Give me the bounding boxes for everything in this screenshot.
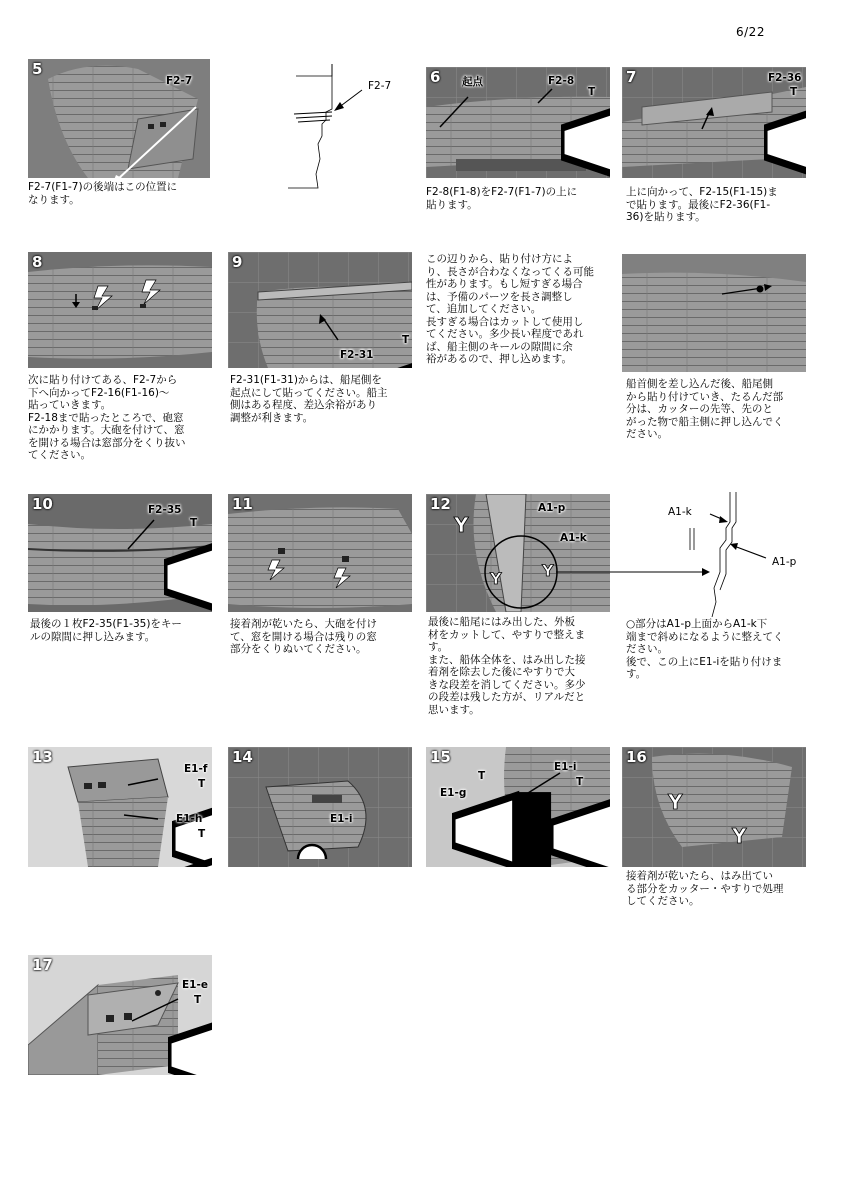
step-7-caption: 上に向かって、F2-15(F1-15)ま で貼ります。最後にF2-36(F1- 36)を貼ります。 — [626, 186, 778, 223]
step-number: 7 — [626, 68, 637, 86]
svg-text:Y: Y — [668, 790, 683, 814]
step-11-caption: 接着剤が乾いたら、大砲を付け て、窓を開ける場合は残りの窓 部分をくりぬいてください。 — [230, 618, 377, 655]
glue-icon — [550, 777, 610, 867]
glue-type-label: T — [198, 778, 206, 790]
part-label-e1-f: E1-f — [184, 763, 208, 775]
step-5-caption: F2-7(F1-7)の後端はこの位置に なります。 — [28, 181, 178, 206]
step-12-caption: 最後に船尾にはみ出した、外板 材をカットして、やすりで整えま す。 また、船体全体を、はみ出した接 着剤を除去した後にやすりで大 きな段差を消してください。多少 の段差は残した方が、リアルだと 思います。 — [428, 616, 586, 716]
planking-note: この辺りから、貼り付け方によ り、長さが合わなくなってくる可能 性があります。もし短すぎる場合 は、予備のパーツを長さ調整し て、追加してください。 長すぎる場合はカットして使用し てください。多少長い程度であれ ば、船主側のキールの隙間に余 裕があるので、押し込めます。 — [426, 253, 594, 365]
svg-text:Y: Y — [490, 569, 502, 588]
step-9b-caption: 船首側を差し込んだ後、船尾側 から貼り付けていき、たるんだ部 分は、カッターの先等、先のと がった物で船主側に押し込んでく ださい。 — [626, 378, 784, 440]
step-10-caption: 最後の１枚F2-35(F1-35)をキー ルの隙間に押し込みます。 — [30, 618, 182, 643]
step-number: 17 — [32, 956, 53, 974]
step-13-photo — [28, 747, 212, 867]
glue-icon — [764, 87, 806, 178]
part-label-e1-i: E1-i — [330, 813, 353, 825]
step-15-photo — [426, 747, 610, 867]
step-number: 12 — [430, 495, 451, 513]
glue-type-label: T — [190, 517, 198, 529]
part-label-e1-g: E1-g — [440, 787, 467, 799]
step-5-photo — [28, 59, 210, 178]
part-label-f2-7: F2-7 — [166, 75, 193, 87]
part-label-f2-35: F2-35 — [148, 504, 182, 516]
step-number: 10 — [32, 495, 53, 513]
part-label-e1-i: E1-i — [554, 761, 577, 773]
step-number: 13 — [32, 748, 53, 766]
glue-icon — [561, 87, 610, 178]
step-12-diagram-caption: ○部分はA1-p上面からA1-k下 端まで斜めになるように整えてく ださい。 後で、この上にE1-iを貼り付けま す。 — [626, 618, 784, 680]
step-16-caption: 接着剤が乾いたら、はみ出てい る部分をカッター・やすりで処理 してください。 — [626, 870, 784, 907]
step-14-photo — [228, 747, 412, 867]
part-label-a1-p: A1-p — [772, 556, 797, 568]
svg-text:Y: Y — [454, 513, 469, 537]
part-label-f2-8: F2-8 — [548, 75, 575, 87]
part-label-f2-7: F2-7 — [368, 80, 392, 92]
step-9-photo — [228, 252, 412, 368]
glue-type-label: T — [402, 334, 410, 346]
step-7-photo — [622, 67, 806, 178]
step-6-caption: F2-8(F1-8)をF2-7(F1-7)の上に 貼ります。 — [426, 186, 578, 211]
part-label-f2-36: F2-36 — [768, 72, 802, 84]
step-5-diagram — [280, 64, 410, 192]
step-11-photo — [228, 494, 412, 612]
glue-type-label: T — [198, 828, 206, 840]
step-9-caption: F2-31(F1-31)からは、船尾側を 起点にして貼ってください。船主 側はある程度、差込余裕があり 調整が利きます。 — [230, 374, 388, 424]
part-label-a1-k: A1-k — [668, 506, 692, 518]
step-16-photo — [622, 747, 806, 867]
step-8-photo — [28, 252, 212, 368]
step-10-photo — [28, 494, 212, 612]
step-8-caption: 次に貼り付けてある、F2-7から 下へ向かってF2-16(F1-16)～ 貼っていきます。 F2-18まで貼ったところで、砲窓 にかかります。大砲を付けて、窓 を開ける場合は窓部分をくり抜い てください。 — [28, 374, 186, 461]
part-label-e1-h: E1-h — [176, 813, 203, 825]
step-number: 9 — [232, 253, 243, 271]
step-number: 16 — [626, 748, 647, 766]
svg-text:Y: Y — [542, 561, 554, 580]
glue-type-label: T — [576, 776, 584, 788]
step-12-photo — [426, 494, 610, 612]
step-number: 15 — [430, 748, 451, 766]
step-12-diagram — [610, 492, 820, 617]
step-number: 14 — [232, 748, 253, 766]
step-number: 6 — [430, 68, 441, 86]
part-label-f2-31: F2-31 — [340, 349, 374, 361]
step-number: 8 — [32, 253, 43, 271]
part-label-a1-p: A1-p — [538, 502, 566, 514]
glue-type-label: T — [790, 86, 798, 98]
svg-text:Y: Y — [732, 824, 747, 848]
part-label-a1-k: A1-k — [560, 532, 587, 544]
glue-icon — [168, 995, 212, 1075]
step-17-photo — [28, 955, 212, 1075]
part-label-e1-e: E1-e — [182, 979, 208, 991]
glue-type-label: T — [194, 994, 202, 1006]
step-9b-photo — [622, 254, 806, 372]
step-number: 5 — [32, 60, 43, 78]
step-6-photo — [426, 67, 610, 178]
glue-icon — [164, 518, 212, 612]
glue-type-label: T — [478, 770, 486, 782]
start-point-label: 起点 — [462, 76, 483, 88]
glue-icon — [172, 829, 212, 867]
step-number: 11 — [232, 495, 253, 513]
page-number: 6/22 — [736, 25, 765, 39]
glue-type-label: T — [588, 86, 596, 98]
